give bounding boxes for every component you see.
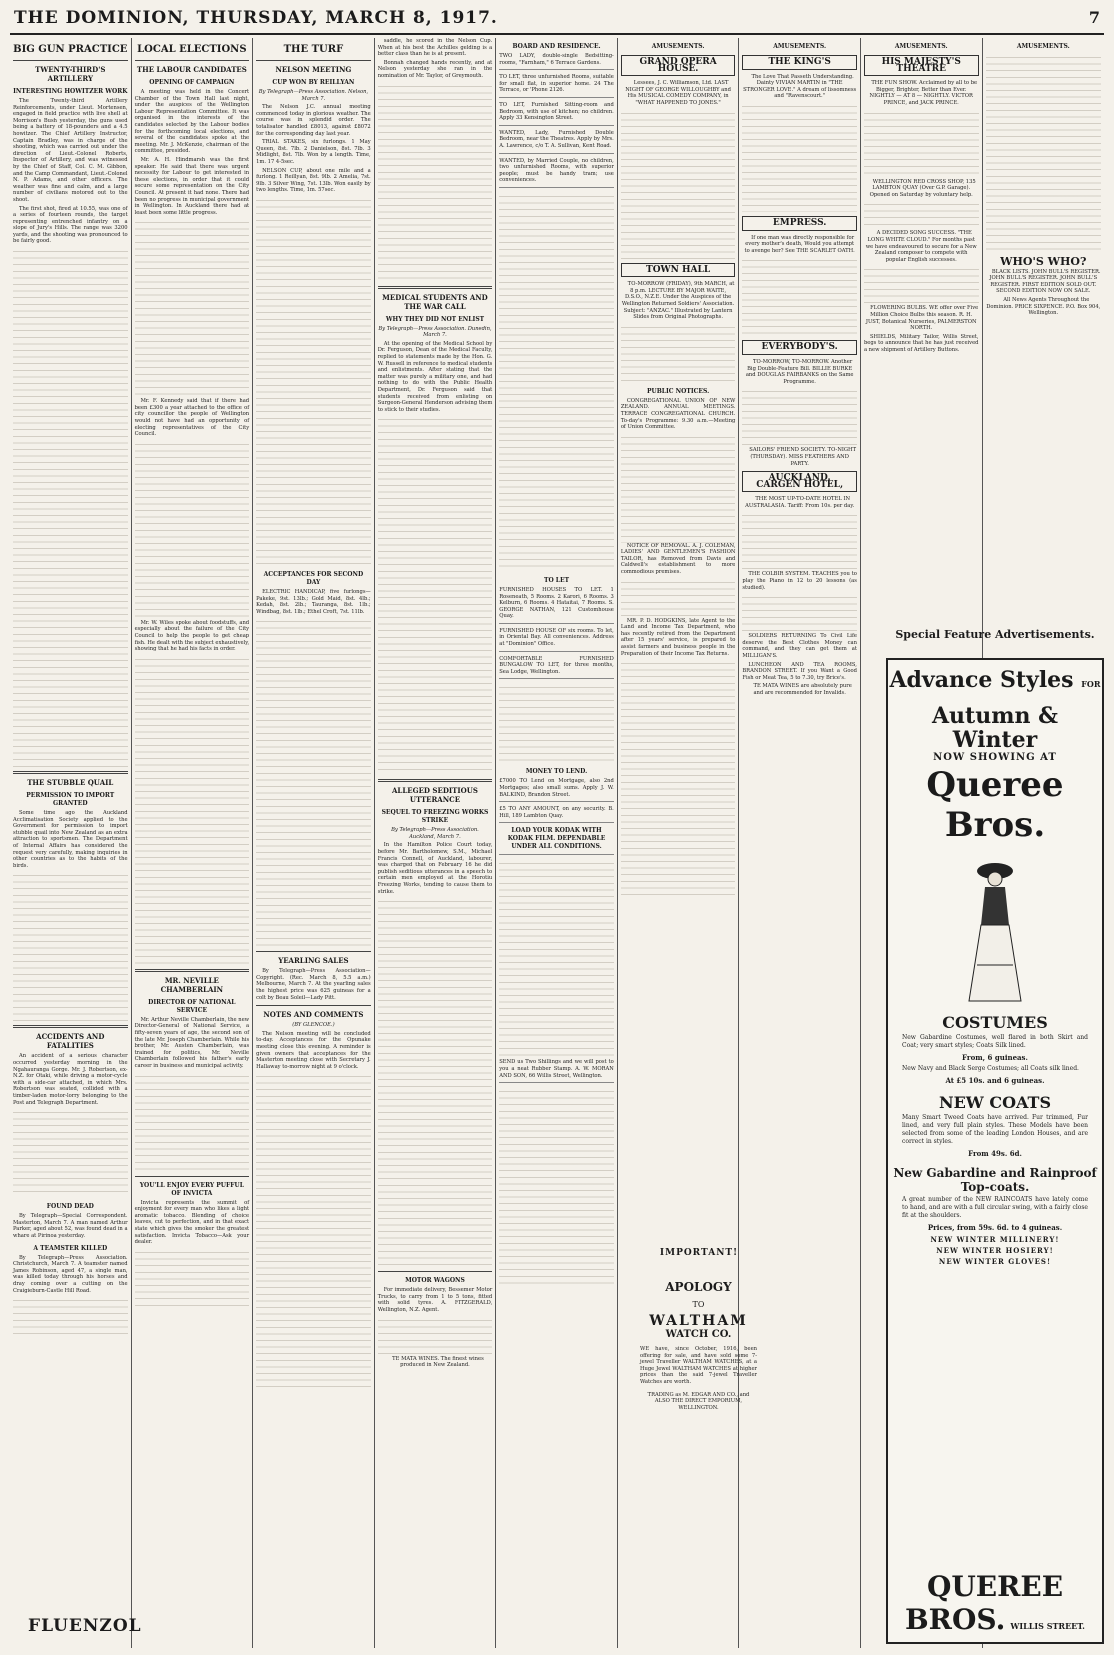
masthead-title: THE DOMINION, THURSDAY, MARCH 8, 1917.: [14, 8, 498, 28]
byline: By Telegraph—Press Association. Auckland, March 7.: [391, 827, 479, 840]
text-block: [378, 82, 493, 282]
subhead-nelson: NELSON MEETING: [275, 65, 352, 74]
text-block: [256, 1072, 371, 1392]
kings-theatre-title: THE KING'S: [742, 55, 857, 70]
text-block: [135, 1072, 250, 1172]
masthead: [10, 8, 1104, 35]
classified-ad: TO LET, Furnished Sitting-room and Bedroom, with use of kitchen; no children. Apply 33 Kensington Street.: [499, 102, 614, 126]
ad-hosiery: NEW WINTER HOSIERY!: [936, 1246, 1054, 1255]
article-text: The Twenty-third Artillery Reinforcements, under Lieut. Mortensen, engaged in field practice with live shell at Morrison's Bush yesterday, the guns used being a battery of 18-pounders and a 4.5 howitzer. The Chief Artillery Instructor, Captain Bradley, was in charge of the shooting, which was carried out under the direction of Lieut.-Colonel Roberts, Inspector of Artillery, and was witnessed by the Chief of Staff, Col. C. M. Gibbon, and the Camp Commandant, Lieut.-Colonel N. P. Adams, and other officers. The weather was fine and calm, and a large number of civilians motored out to the shoot.: [13, 98, 128, 203]
column-5: [496, 38, 618, 1648]
article-text: At the opening of the Medical School by Dr. Ferguson, Dean of the Medical Faculty, replied to statements made by the Hon. G. W. Russell in reference to medical students and enlistments. After stating that the matter was purely a military one, and had nothing to do with the Public Health Department, Dr. Ferguson said that students received from enlisting on Surgeon-General Henderson advising them to stick to their studies.: [377, 340, 493, 413]
classified-ad: £5 TO ANY AMOUNT, on any security. B. Hill, 189 Lambton Quay.: [499, 806, 614, 823]
classified-ad: WANTED, by Married Couple, no children, two unfurnished Rooms, with superior people; must be handy tram; use conveniences.: [499, 158, 614, 188]
article-text: Mr. W. Wiles spoke about foodstuffs, and especially about the failure of the City Council to help the people to get cheap fish. He dealt with the subject exhaustively, showing that he had his facts in order.: [134, 619, 250, 653]
column-3: [253, 38, 375, 1648]
heading-public-notices: PUBLIC NOTICES.: [646, 387, 710, 395]
apology-title: APOLOGY: [665, 1280, 732, 1294]
headline-big-gun: BIG GUN PRACTICE: [13, 44, 128, 55]
ad-advance-styles: Advance Styles FOR: [889, 667, 1101, 693]
headline-stubble-quail: THE STUBBLE QUAIL: [27, 778, 114, 788]
article-text: Mr. A. H. Hindmarsh was the first speaker. He said that there was urgent necessity for Labour to get interested in these elections, in order that it could secure some representation on the City Council. At present it had none. There had been no progress in municipal government in Wellington. In Auckland there had at least been some little progress.: [134, 156, 250, 216]
text-block: [135, 655, 250, 965]
apology-text: WE have, since October, 1916, been offering for sale, and have sold some 7-jewel Traveller WALTHAM WATCHES, at a Huge Jewel WALTHAM WATCHES at higher prices than the said 7-jewel Traveller Watches are worth.: [640, 1346, 757, 1385]
article-text: An accident of a serious character occurred yesterday morning in the Ngahauranga Gorge. Mr. J. Robertson, ex-N.Z. for Otaki, while driving a motor-cycle with a side-car attached, in which Mrs. Robertson was seated, collided with a timber-laden motor-lorry belonging to the Post and Telegraph Department.: [13, 1053, 128, 1106]
column-1: [10, 38, 132, 1648]
text-block: [864, 265, 979, 305]
article-text: The first shot, fired at 10.55, was one of a series of fourteen rounds, the target representing entrenched infantry on a slope of Jury's Hills. The range was 3200 yards, and the shooting was pronounced to be fairly good.: [13, 205, 128, 245]
headline-medical-students: MEDICAL STUDENTS AND THE WAR CALL: [382, 292, 488, 311]
text-block: [986, 53, 1102, 253]
text-block: [378, 1316, 493, 1356]
text-block: [499, 683, 614, 763]
article-text: TRIAL STAKES, six furlongs. 1 May Queen, 8st. 7lb. 2 Danielson, 8st. 7lb. 3 Midlight, 8st. 7lb. Won by a length. Time, 1m. 17 4-5sec.: [256, 139, 371, 165]
grand-opera-house-title: GRAND OPERA HOUSE.: [621, 55, 736, 76]
classified-ad: TWO LADY, double-single Bedsitting-rooms, "Farnham," 6 Terrace Gardens.: [499, 53, 614, 70]
ad-text: THE MOST UP-TO-DATE HOTEL IN AUSTRALASIA. Tariff: From 10s. per day.: [745, 496, 855, 509]
article-text: By Telegraph—Press Association—Copyright. (Rec. March 8, 5.5 a.m.) Melbourne, March 7. At the yearling sales the highest price was 625 guineas for a colt by Beau Soleil—Lady Pitt.: [256, 968, 371, 1001]
headline-accidents: ACCIDENTS AND FATALITIES: [36, 1032, 105, 1051]
article-text: By Telegraph—Press Association. Christchurch, March 7. A teamster named James Robinson, aged 47, a single man, was killed today through his horses and dray coming over a cutting on the Craigieburn-Castle Hill Road.: [13, 1254, 128, 1294]
subhead-artillery: TWENTY-THIRD'S ARTILLERY: [35, 65, 106, 83]
text-block: [499, 859, 614, 1059]
classified-ad: £7000 TO Lend on Mortgage, also 2nd Mortgages; also small sums. Apply J. W. BALKIND, Brandon Street.: [499, 778, 614, 802]
cargen-hotel-title: AUCKLAND. CARGEN HOTEL,: [742, 471, 857, 492]
ad-text: TO-MORROW, TO-MORROW. Another Big Double-Feature Bill. BILLIE BURKE and DOUGLAS FAIRBANKS on the Same Programme.: [745, 358, 854, 385]
ad-text: Lessees, J. C. Williamson, Ltd. LAST NIGHT OF GEORGE WILLOUGHBY and His MUSICAL COMEDY COMPANY, in "WHAT HAPPENED TO JONES.": [625, 80, 731, 106]
ad-text: TE MATA WINES are absolutely pure and are recommended for Invalids.: [753, 683, 852, 696]
ad-gabardine-heading: New Gabardine and Rainproof Top-coats.: [893, 1166, 1097, 1194]
subhead-cup: CUP WON BY REILLYAN: [272, 79, 355, 86]
fluenzol-ad: FLUENZOL: [28, 1616, 142, 1636]
text-block: [499, 1087, 614, 1287]
subhead-national-service: DIRECTOR OF NATIONAL SERVICE: [148, 998, 236, 1014]
subhead-teamster: A TEAMSTER KILLED: [33, 1244, 108, 1252]
text-block: [742, 387, 857, 447]
byline: (BY GLENCOE.): [292, 1022, 335, 1029]
fashion-figure-image: [955, 855, 1035, 1005]
page-number: 7: [1088, 8, 1100, 27]
ad-footer: [888, 1570, 1102, 1636]
kodak-ad: LOAD YOUR KODAK WITH KODAK FILM. DEPENDABLE UNDER ALL CONDITIONS.: [499, 827, 614, 855]
article-text: NELSON CUP, about one mile and a furlong. 1 Reillyan, 8st. 9lb. 2 Amelia, 7st. 9lb. 3 Silver Wing, 7st. 13lb. Won easily by two lengths. Time, 1m. 57sec.: [256, 167, 371, 194]
byline: By Telegraph—Press Association. Dunedin, March 7.: [378, 325, 492, 339]
article-text: For immediate delivery, Bessemer Motor Trucks, to carry from 1 to 5 tons, fitted with solid tyres. A. FITZGERALD, Wellington, N.Z. Agent.: [377, 1287, 493, 1313]
text-block: [742, 511, 857, 571]
subhead-notes: NOTES AND COMMENTS: [263, 1010, 364, 1020]
special-feature-heading: Special Feature Advertisements.: [895, 628, 1095, 641]
text-block: [135, 440, 250, 620]
text-block: [135, 1248, 250, 1308]
ad-text: SHIELDS, Military Tailor, Willis Street, begs to announce that he has just received a new shipment of Artillery Buttons.: [863, 333, 979, 353]
headline-invicta: YOU'LL ENJOY EVERY PUFFUL OF INVICTA: [139, 1181, 244, 1197]
column-2: [132, 38, 254, 1648]
headline-local-elections: LOCAL ELECTIONS: [137, 44, 247, 55]
ad-text: All News Agents Throughout the Dominion. PRICE SIXPENCE. P.O. Box 904, Wellington.: [986, 296, 1101, 317]
town-hall-title: TOWN HALL: [621, 263, 736, 278]
heading-amusements: AMUSEMENTS.: [1016, 43, 1070, 50]
classified-ad: FURNISHED HOUSES TO LET. 1 Roseneath, 5 Rooms. 2 Karori, 6 Rooms. 3 Kelburn, 6 Rooms. 4 Hataitai, 7 Rooms. S. GEORGE NATHAN, 121 Customhouse Quay.: [499, 587, 614, 624]
text-block: [864, 109, 979, 179]
text-block: [13, 871, 128, 1021]
text-block: [742, 102, 857, 212]
ad-text: BLACK LISTS. JOHN BULL'S REGISTER. JOHN BULL'S REGISTER. JOHN BULL'S REGISTER. FIRST EDITION SOLD OUT. SECOND EDITION NOW ON SALE.: [989, 268, 1101, 295]
heading-amusements: AMUSEMENTS.: [894, 43, 948, 50]
headline-turf: THE TURF: [283, 44, 344, 55]
ad-text: FLOWERING BULBS. WE offer over Five Million Choice Bulbs this season. R. H. JUST, Botanical Nurseries, PALMERSTON NORTH.: [865, 305, 979, 332]
ad-text: THE COLBIR SYSTEM. TEACHES you to play the Piano in 12 to 20 lessons (as studied).: [742, 571, 857, 591]
article-text: In the Hamilton Police Court today, before Mr. Bartholomew, S.M., Michael Francis Connell, of Auckland, labourer, was charged that on February 16 he did publish seditious utterances in a speech to certain men employed at the Horotiu Freezing Works, tending to cause them to strike.: [377, 842, 493, 895]
queree-bros-ad: [886, 658, 1104, 1644]
text-block: [13, 1108, 128, 1198]
text-block: [378, 897, 493, 1267]
ad-text: WELLINGTON RED CROSS SHOP, 135 LAMBTON QUAY (Over G.P. Garage). Opened on Saturday by voluntary help.: [869, 178, 976, 198]
ad-text: The Love That Passeth Understanding. Dainty VIVIAN MARTIN in "THE STRONGER LOVE." A dream of lissomness and "Ravenscourt.": [743, 73, 857, 100]
subhead-acceptances: ACCEPTANCES FOR SECOND DAY: [263, 570, 364, 586]
text-block: [621, 323, 736, 383]
ad-text: A DECIDED SONG SUCCESS. "THE LONG WHITE CLOUD." For months past we have endeavoured to secure for a New Zealand composer to compete with popular English successes.: [865, 230, 977, 263]
ad-text: CONGREGATIONAL UNION OF NEW ZEALAND. ANNUAL MEETINGS. TERRACE CONGREGATIONAL CHURCH. To-day's Programme: 9.30 a.m.—Meeting of Union Committee.: [620, 397, 736, 431]
ad-footer-name: QUEREE BROS.: [905, 1570, 1064, 1636]
ad-queree-name: Queree Bros.: [926, 765, 1064, 845]
column-4: [375, 38, 497, 1648]
text-block: [499, 192, 614, 572]
subhead-found-dead: FOUND DEAD: [46, 1203, 94, 1211]
text-block: [13, 1296, 128, 1336]
text-block: [621, 578, 736, 618]
ad-autumn-winter: Autumn & Winter: [931, 703, 1059, 753]
heading-amusements: AMUSEMENTS.: [651, 43, 705, 50]
text-block: [742, 256, 857, 336]
ad-text: TO-MORROW (FRIDAY), 9th MARCH, at 8 p.m. LECTURE BY MAJOR WAITE, D.S.O., N.Z.E. Under the Auspices of the Wellington Returned Soldiers' Association. Subject: "ANZAC." Illustrated by Lantern Slides from Original Photographs.: [621, 281, 735, 321]
heading-board-residence: BOARD AND RESIDENCE.: [512, 43, 601, 50]
article-text: The Nelson meeting will be concluded to-day. Acceptances for the Opunake meeting close this evening. A reminder is given owners that acceptances for the Masterton meeting close with Secretary J. Hallaway to-morrow night at 9 o'clock.: [256, 1030, 371, 1070]
classified-ad: SEND us Two Shillings and we will post to you a neat Rubber Stamp. A. W. MORAN AND SON, 66 Willis Street, Wellington.: [499, 1059, 614, 1083]
ad-text: LUNCHEON AND TEA ROOMS, BRANDON STREET. If you Want a Good Fish or Meat Tea, 5 to 7.30, try Brice's.: [742, 661, 857, 681]
text-block: [256, 617, 371, 947]
ad-text: If one man was directly responsible for every mother's death, Would you attempt to avenge her? See THE SCARLET OATH.: [744, 234, 855, 254]
article-text: The Nelson J.C. annual meeting commenced today in glorious weather. The course was in splendid order. The totalisator handled £8013, against £8072 for the corresponding day last year.: [256, 104, 371, 137]
ad-costumes-heading: COSTUMES: [942, 1013, 1048, 1032]
ad-gloves: NEW WINTER GLOVES!: [938, 1257, 1052, 1266]
waltham-apology-ad: [636, 1280, 761, 1417]
heading-money-to-lend: MONEY TO LEND.: [525, 768, 588, 776]
text-block: [621, 109, 736, 259]
text-block: [621, 659, 736, 899]
article-text: Mr. Arthur Neville Chamberlain, the new Director-General of National Service, a fifty-seven years of age, the second son of the late Mr. Joseph Chamberlain. While his brother, Mr. Austen Chamberlain, was trained for politics, Mr. Neville Chamberlain followed his father's early career in business and municipal activity.: [134, 1016, 250, 1069]
text-block: [135, 218, 250, 398]
ad-text: SAILORS' FRIEND SOCIETY. TO-NIGHT (THURSDAY). MISS FEATHERS AND PARTY.: [749, 447, 857, 467]
headline-chamberlain: MR. NEVILLE CHAMBERLAIN: [160, 975, 224, 994]
subhead-strike: SEQUEL TO FREEZING WORKS STRIKE: [381, 809, 489, 825]
ad-coats-text: Many Smart Tweed Coats have arrived. Fur trimmed, Fur lined, and very full plain styles. These Models have been selected from some of the leading London Houses, and are correct in styles.: [902, 1114, 1088, 1145]
whos-who-title: WHO'S WHO?: [1000, 255, 1087, 268]
classified-ad: WANTED, Lady, Furnished Double Bedroom, near the Theatres. Apply by Mrs. A. Lawrence, c/o T. A. Sullivan, Kent Road.: [499, 130, 614, 154]
ad-text: NOTICE OF REMOVAL. A. J. COLEMAN, LADIES' AND GENTLEMEN'S FASHION TAILOR, has Removed from Davis and Caldwell's establishment to more commodious premises.: [620, 542, 736, 576]
subhead-campaign: OPENING OF CAMPAIGN: [149, 79, 235, 86]
article-text: Some time ago the Auckland Acclimatisation Society applied to the Government for permission to import stubble quail into New Zealand as an extra attraction to sportsmen. The Department of Internal Affairs has considered the request very carefully, making inquiries in other countries as to the habits of the birds.: [13, 810, 128, 869]
ad-text: TE MATA WINES. The finest wines produced in New Zealand.: [392, 1355, 484, 1369]
ad-serge-price: At £5 10s. and 6 guineas.: [945, 1076, 1045, 1085]
watch-co: WATCH CO.: [665, 1329, 732, 1340]
byline: By Telegraph—Press Association. Nelson, March 7.: [258, 89, 369, 102]
classified-ad: TO LET, three unfurnished Rooms, suitable for small flat, in superior home. 24 The Terrace, or 'Phone 2126.: [499, 74, 614, 98]
ad-costumes-text: New Gabardine Costumes, well flared in both Skirt and Coat; very smart styles; Coats Silk lined.: [902, 1034, 1088, 1049]
article-text: Bonnah changed hands recently, and at Nelson yesterday she ran in the nomination of Mr. Taylor, of Greymouth.: [377, 59, 493, 79]
important-notice: IMPORTANT!: [659, 1248, 739, 1258]
waltham-name: WALTHAM: [649, 1313, 748, 1329]
ad-gabardine-price: Prices, from 59s. 6d. to 4 guineas.: [927, 1223, 1063, 1232]
text-block: [13, 247, 128, 767]
text-block: [742, 593, 857, 633]
ad-footer-address: WILLIS STREET.: [1010, 1621, 1085, 1631]
article-text: By Telegraph—Special Correspondent. Masterton, March 7. A man named Arthur Parker, aged about 52, was found dead in a whare at Pirinoa yesterday.: [13, 1213, 128, 1239]
text-block: [378, 415, 493, 775]
apology-signoff: TRADING as M. EDGAR AND CO., and ALSO THE DIRECT EMPORIUM, WELLINGTON.: [647, 1391, 750, 1411]
empress-title: EMPRESS.: [742, 216, 857, 231]
headline-motor-wagons: MOTOR WAGONS: [405, 1277, 465, 1285]
ad-coats-heading: NEW COATS: [938, 1093, 1052, 1112]
ad-coats-price: From 49s. 6d.: [968, 1149, 1022, 1158]
subhead-labour: THE LABOUR CANDIDATES: [136, 65, 247, 74]
subhead-permission: PERMISSION TO IMPORT GRANTED: [26, 792, 115, 808]
newspaper-page: [10, 8, 1104, 1648]
classified-ad: FURNISHED HOUSE OF six rooms. To let, in Oriental Bay. All conveniences. Address at "Dominion" Office.: [499, 628, 614, 652]
ad-costumes-price: From, 6 guineas.: [962, 1053, 1028, 1062]
ad-millinery: NEW WINTER MILLINERY!: [930, 1235, 1060, 1244]
article-text: ELECTRIC HANDICAP, five furlongs—Pakeke, 9st. 13lb.; Gold Maid, 8st. 4lb.; Kedah, 8st. 2lb.; Tauranga, 8st. 1lb.; Windbag, 8st. 1lb.; Ethel Croft, 7st. 11lb.: [256, 588, 371, 615]
text-block: [864, 200, 979, 230]
ad-now-showing: NOW SHOWING AT: [933, 752, 1057, 763]
his-majestys-title: HIS MAJESTY'S THEATRE: [864, 55, 979, 76]
ad-serge-text: New Navy and Black Serge Costumes; all Coats silk lined.: [902, 1065, 1079, 1072]
subhead-howitzer: INTERESTING HOWITZER WORK: [13, 88, 128, 95]
everybodys-title: EVERYBODY'S.: [742, 340, 857, 355]
subhead-yearling: YEARLING SALES: [278, 956, 349, 966]
ad-text: MR. P. D. HODGKINS, late Agent to the Land and Income Tax Department, who has recently retired from the Department after 15 years' service, is prepared to assist farmers and business people in the Preparation of their Income Tax Returns.: [620, 617, 736, 657]
subhead-enlist: WHY THEY DID NOT ENLIST: [385, 315, 485, 323]
heading-to-let: TO LET: [544, 576, 570, 584]
article-text: Invicta represents the summit of enjoyment for every man who likes a light aromatic tobacco. Blending of choice leaves, cut to perfection, and in that exact state which gives the smoker the greatest satisfaction. Invicta Tobacco—Ask your dealer.: [134, 1199, 250, 1246]
headline-seditious: ALLEGED SEDITIOUS UTTERANCE: [392, 786, 478, 805]
text-block: [256, 196, 371, 566]
article-text: Mr. F. Kennedy said that if there had been £300 a year attached to the office of city councillor the people of Wellington would not have had an opportunity of electing representatives of the City Council.: [134, 398, 250, 438]
article-text: saddle, he scored in the Nelson Cup. When at his best the Achilles gelding is a better class than he is at present.: [377, 38, 493, 58]
ad-text: SOLDIERS RETURNING To Civil Life deserve the Best Clothes Money can command, and they can get them at MILLIGAN'S.: [742, 633, 857, 660]
apology-to: TO: [692, 1300, 705, 1309]
article-text: A meeting was held in the Concert Chamber of the Town Hall last night, under the auspices of the Wellington Labour Representation Committee. It was organised in the interests of the candidates selected by the Labour bodies for the forthcoming local elections, and several of the candidates spoke at the meeting. Mr. J. McKenzie, chairman of the committee, presided.: [134, 89, 250, 155]
heading-amusements: AMUSEMENTS.: [773, 43, 827, 50]
classified-ad: COMFORTABLE FURNISHED BUNGALOW TO LET, for three months, Sea Lodge, Wellington.: [499, 656, 614, 680]
ad-gabardine-text: A great number of the NEW RAINCOATS have lately come to hand, and are with a full circular swing, with a fairly close fit at the shoulders.: [902, 1196, 1088, 1219]
text-block: [621, 433, 736, 543]
ad-text: THE FUN SHOW. Acclaimed by all to be Bigger, Brighter, Better than Ever. NIGHTLY — AT 8 — NIGHTLY. VICTOR PRINCE, and JACK PRINCE.: [869, 80, 978, 106]
